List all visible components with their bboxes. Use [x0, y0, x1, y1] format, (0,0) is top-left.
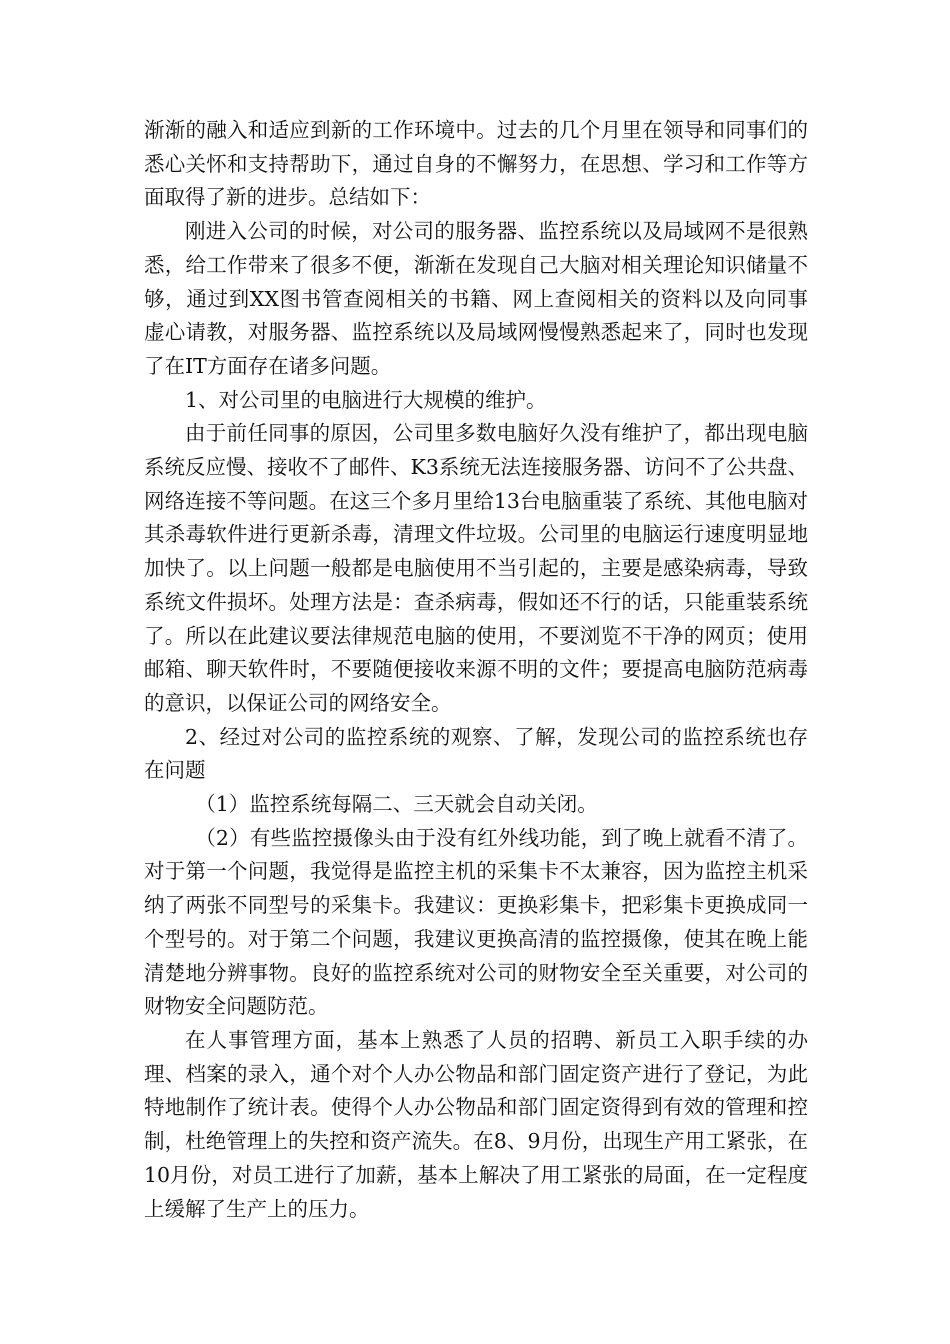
document-body [144, 114, 808, 1226]
list-item-surveillance-1: （1）监控系统每隔二、三天就会自动关闭。 [195, 792, 598, 817]
paragraph-hr-management: 在人事管理方面，基本上熟悉了人员的招聘、新员工入职手续的办理、档案的录入，通个对个人办公物品和部门固定资产进行了登记，为此特地制作了统计表。使得个人办公物品和部门固定资得到有效的管理和控制，杜绝管理上的失控和资产流失。在8、9月份，出现生产用工紧张，在10月份，对员工进行了加薪，基本上解决了用工紧张的局面，在一定程度上缓解了生产上的压力。 [144, 1027, 808, 1221]
paragraph-intro-continuation: 渐渐的融入和适应到新的工作环境中。过去的几个月里在领导和同事们的悉心关怀和支持帮助下，通过自身的不懈努力，在思想、学习和工作等方面取得了新的进步。总结如下： [144, 118, 808, 210]
paragraph-computer-maintenance: 由于前任同事的原因，公司里多数电脑好久没有维护了，都出现电脑系统反应慢、接收不了邮件、K3系统无法连接服务器、访问不了公共盘、网络连接不等问题。在这三个多月里给13台电脑重装了系统、其他电脑对其杀毒软件进行更新杀毒，清理文件垃圾。公司里的电脑运行速度明显地加快了。以上问题一般都是电脑使用不当引起的，主要是感染病毒，导致系统文件损坏。处理方法是：查杀病毒，假如还不行的话，只能重装系统了。所以在此建议要法律规范电脑的使用，不要浏览不干净的网页；使用邮箱、聊天软件时，不要随便接收来源不明的文件；要提高电脑防范病毒的意识，以保证公司的网络安全。 [144, 421, 808, 715]
section-heading-computer-maintenance: 1、对公司里的电脑进行大规模的维护。 [185, 387, 547, 412]
section-heading-surveillance: 2、经过对公司的监控系统的观察、了解，发现公司的监控系统也存在问题 [144, 724, 808, 783]
paragraph-onboarding: 刚进入公司的时候，对公司的服务器、监控系统以及局域网不是很熟悉，给工作带来了很多不便，渐渐在发现自己大脑对相关理论知识储量不够，通过到XX图书管查阅相关的书籍、网上查阅相关的资料以及向同事虚心请教，对服务器、监控系统以及局域网慢慢熟悉起来了，同时也发现了在IT方面存在诸多问题。 [144, 219, 808, 378]
list-item-surveillance-2: （2）有些监控摄像头由于没有红外线功能，到了晚上就看不清了。对于第一个问题，我觉得是监控主机的采集卡不太兼容，因为监控主机采纳了两张不同型号的采集卡。我建议：更换彩集卡，把彩集卡更换成同一个型号的。对于第二个问题，我建议更换高清的监控摄像，使其在晚上能清楚地分辨事物。良好的监控系统对公司的财物安全至关重要，对公司的财物安全问题防范。 [144, 825, 808, 1019]
